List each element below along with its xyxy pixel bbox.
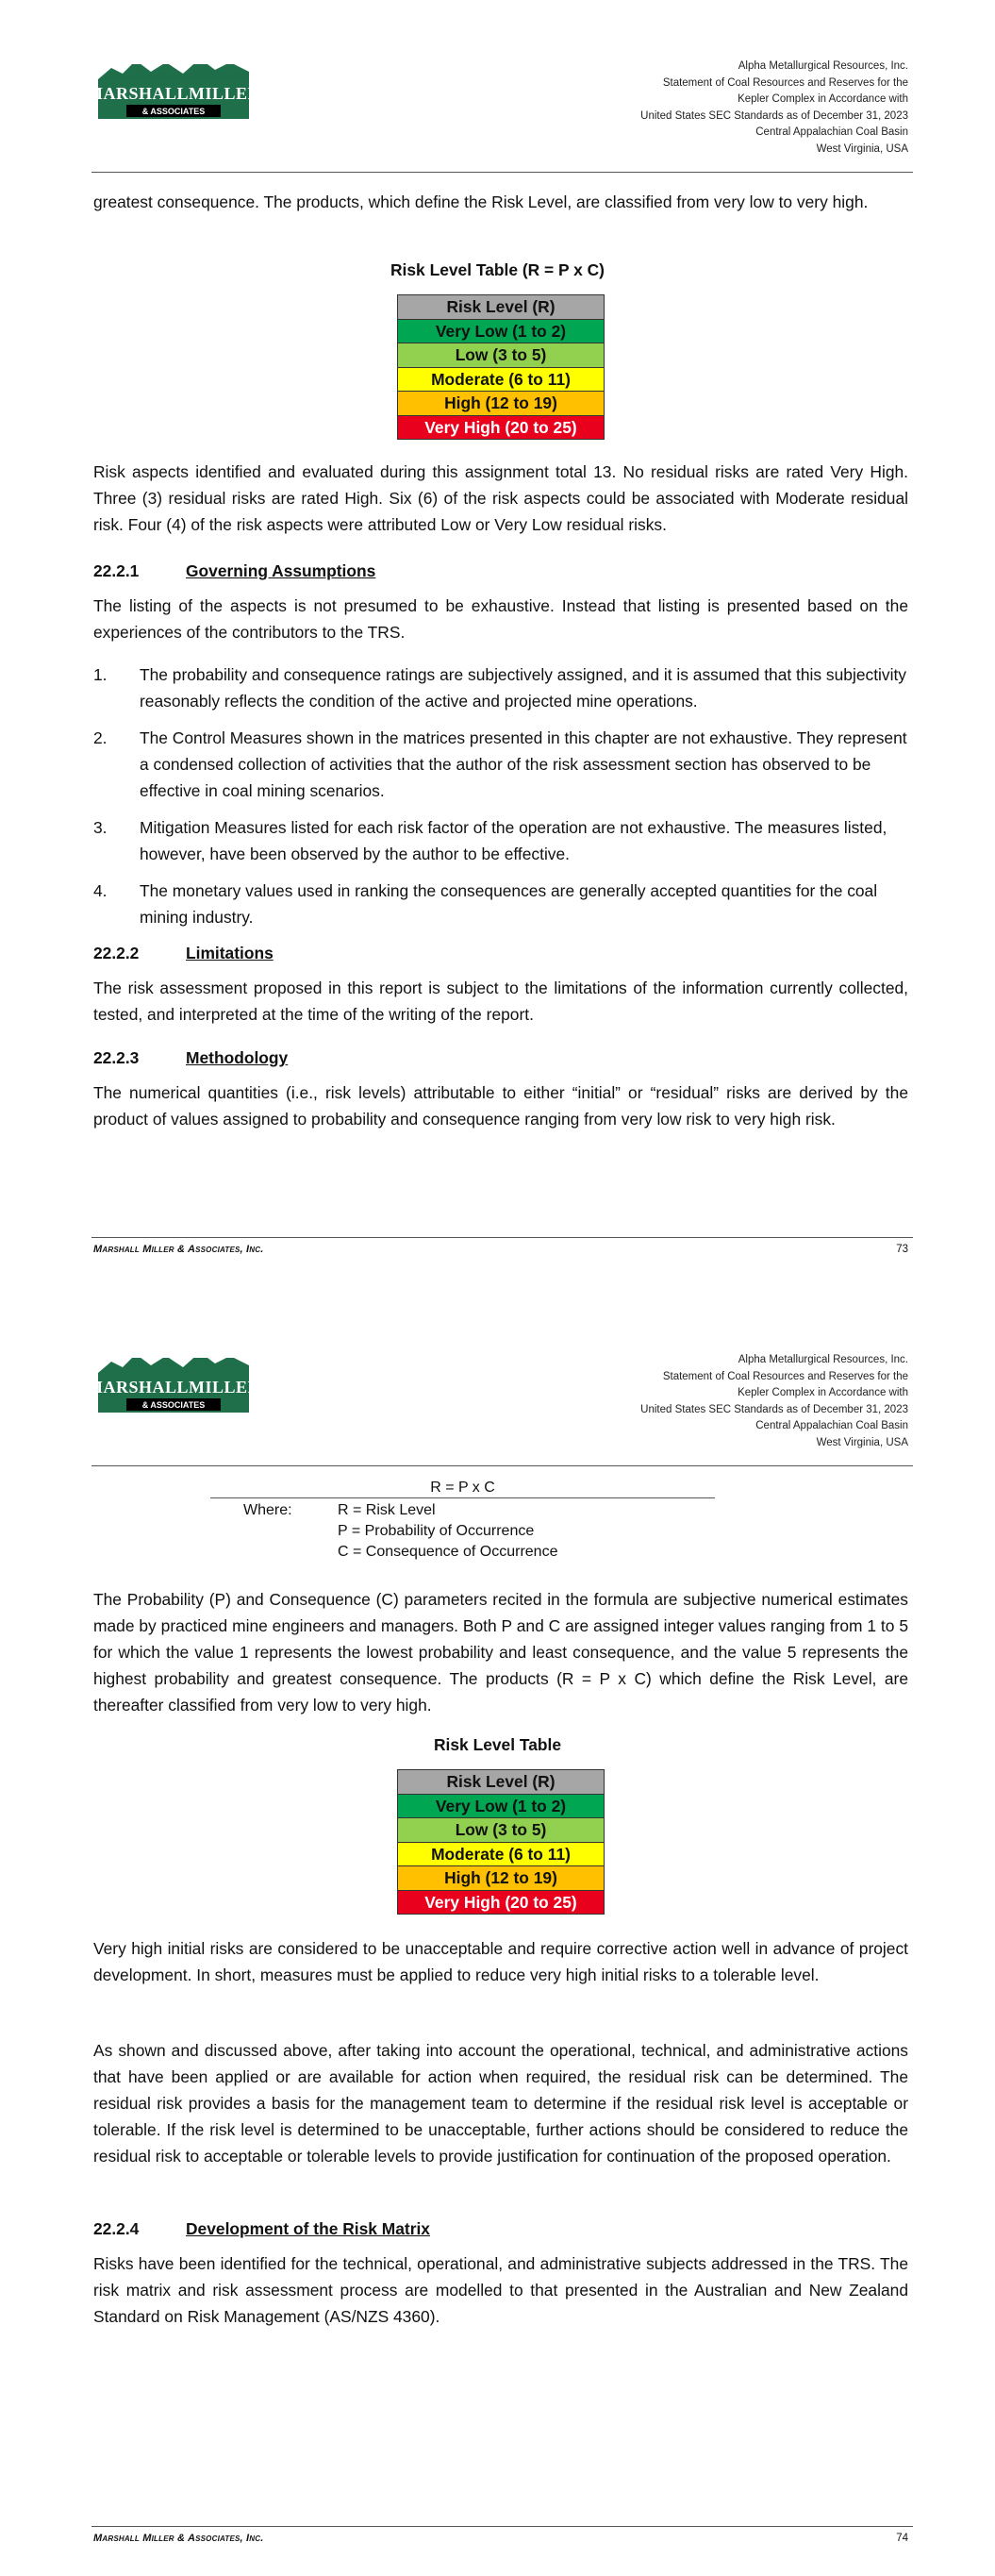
svg-text:& ASSOCIATES: & ASSOCIATES [141, 1400, 206, 1410]
risk-row-moderate: Moderate (6 to 11) [398, 367, 605, 392]
header-divider [91, 1465, 913, 1466]
header-company: Alpha Metallurgical Resources, Inc. [738, 1354, 908, 1365]
list-number: 1. [93, 665, 108, 684]
report-page-74 [0, 1288, 995, 2576]
risk-summary-paragraph: Risk aspects identified and evaluated during this assignment total 13. No residual risks are rated Very High. Three (3) residual risks are rated High. Six (6) of the risk aspects could be associated with Moderate residual risk. Four (4) of the risk aspects were attributed Low or Very Low residual risks. [93, 462, 908, 534]
definition-line: P = Probability of Occurrence [338, 1523, 535, 1539]
residual-risk-paragraph: As shown and discussed above, after taking into account the operational, technical, and administrative actions that have been applied or are available for action when required, the residual risk can be determined. The residual risk provides a basis for the management team to determine if the residual risk level is acceptable or tolerable. If the risk level is determined to be unacceptable, further actions should be considered to reduce the residual risk to acceptable or tolerable levels to provide justification for continuation of the proposed operation. [93, 2041, 908, 2166]
list-text: Mitigation Measures listed for each risk factor of the operation are not exhaustive. The measures listed, however, have been observed by the author to be effective. [140, 818, 887, 863]
formula: R = P x C [210, 1480, 715, 1498]
risk-row-low: Low (3 to 5) [398, 1818, 605, 1843]
footer-divider [91, 1237, 913, 1238]
footer-divider [91, 2526, 913, 2527]
marshall-miller-logo-icon [86, 51, 261, 123]
header-line: Kepler Complex in Accordance with [738, 1387, 908, 1398]
risk-table-title: Risk Level Table (R = P x C) [390, 260, 605, 279]
header-line: Kepler Complex in Accordance with [738, 93, 908, 105]
risk-row-high: High (12 to 19) [398, 1866, 605, 1891]
header-line: United States SEC Standards as of December 31, 2023 [640, 109, 908, 122]
list-item [93, 878, 908, 930]
risk-row-very-high: Very High (20 to 25) [398, 415, 605, 440]
svg-text:MARSHALLMILLER: MARSHALLMILLER [86, 1378, 261, 1397]
list-text: The probability and consequence ratings are subjectively assigned, and it is assumed that this subjectivity reasonably reflects the condition of the active and projected mine operations. [140, 665, 906, 711]
section-heading-22-2-4 [93, 2219, 430, 2239]
header-line: West Virginia, USA [816, 142, 908, 155]
footer-firm-name: Marshall Miller & Associates, Inc. [93, 1244, 264, 1255]
section-number: 22.2.2 [93, 944, 140, 962]
header-line: West Virginia, USA [816, 1436, 908, 1448]
risk-matrix-paragraph: Risks have been identified for the technical, operational, and administrative subjects addressed in the TRS. The risk matrix and risk assessment process are modelled to that presented in the Australian and New Zealand Standard on Risk Management (AS/NZS 4360). [93, 2254, 908, 2326]
page-number: 74 [896, 2533, 908, 2544]
svg-text:MARSHALLMILLER: MARSHALLMILLER [86, 84, 261, 103]
section-title: Methodology [186, 1048, 289, 1067]
header-line: Central Appalachian Coal Basin [755, 1420, 908, 1431]
header-company: Alpha Metallurgical Resources, Inc. [738, 60, 908, 72]
list-item [93, 725, 908, 804]
report-header [640, 1352, 908, 1451]
section-number: 22.2.3 [93, 1048, 140, 1067]
limitations-paragraph: The risk assessment proposed in this report is subject to the limitations of the information currently collected, tested, and interpreted at the time of the writing of the report. [93, 979, 908, 1024]
risk-level-table [397, 294, 605, 440]
list-number: 4. [93, 881, 108, 900]
risk-row-very-high: Very High (20 to 25) [398, 1890, 605, 1915]
definition-line: R = Risk Level [338, 1502, 436, 1518]
risk-table-header: Risk Level (R) [398, 1770, 605, 1795]
assumptions-paragraph: The listing of the aspects is not presumed to be exhaustive. Instead that listing is presented based on the experiences of the contributors to the TRS. [93, 596, 908, 642]
page-number: 73 [896, 1244, 908, 1255]
methodology-paragraph: The numerical quantities (i.e., risk levels) attributable to either “initial” or “residual” risks are derived by the product of values assigned to probability and consequence ranging from very low risk to very high risk. [93, 1083, 908, 1129]
parameters-paragraph: The Probability (P) and Consequence (C) parameters recited in the formula are subjective numerical estimates made by practiced mine engineers and managers. Both P and C are assigned integer values ranging from 1 to 5 for which the value 1 represents the lowest probability and least consequence, and the value 5 represents the highest probability and greatest consequence. The products (R = P x C) which define the Risk Level, are thereafter classified from very low to very high. [93, 1590, 908, 1715]
list-text: The monetary values used in ranking the consequences are generally accepted quantities for the coal mining industry. [140, 881, 878, 927]
list-text: The Control Measures shown in the matrices presented in this chapter are not exhaustive. They represent a condensed collection of activities that the author of the risk assessment section has observed to be effective in coal mining scenarios. [140, 728, 907, 800]
report-header [640, 59, 908, 158]
risk-table-title: Risk Level Table [434, 1735, 561, 1754]
list-item [93, 661, 908, 714]
risk-row-very-low: Very Low (1 to 2) [398, 319, 605, 343]
formula-definitions [243, 1500, 557, 1563]
header-divider [91, 172, 913, 173]
header-line: United States SEC Standards as of December 31, 2023 [640, 1403, 908, 1415]
section-title: Governing Assumptions [186, 561, 376, 580]
list-item [93, 814, 908, 867]
where-label: Where: [243, 1502, 292, 1518]
header-line: Central Appalachian Coal Basin [755, 126, 908, 138]
risk-level-table [397, 1769, 605, 1915]
section-heading-22-2-3 [93, 1048, 288, 1068]
formula-block [210, 1480, 715, 1498]
section-title: Limitations [186, 944, 274, 962]
list-number: 3. [93, 818, 108, 837]
risk-row-moderate: Moderate (6 to 11) [398, 1842, 605, 1866]
section-title: Development of the Risk Matrix [186, 2219, 430, 2238]
header-line: Statement of Coal Resources and Reserves for the [662, 76, 908, 89]
risk-table-header: Risk Level (R) [398, 295, 605, 320]
risk-row-low: Low (3 to 5) [398, 343, 605, 368]
footer-firm-name: Marshall Miller & Associates, Inc. [93, 2533, 264, 2544]
risk-row-very-low: Very Low (1 to 2) [398, 1794, 605, 1818]
section-heading-22-2-2 [93, 944, 274, 963]
list-number: 2. [93, 728, 108, 747]
header-line: Statement of Coal Resources and Reserves for the [662, 1370, 908, 1382]
intro-paragraph: greatest consequence. The products, which define the Risk Level, are classified from very low to very high. [93, 192, 869, 211]
definition-line: C = Consequence of Occurrence [338, 1544, 558, 1560]
section-number: 22.2.4 [93, 2219, 140, 2238]
initial-risk-paragraph: Very high initial risks are considered to be unacceptable and require corrective action well in advance of project development. In short, measures must be applied to reduce very high initial risks to a tolerable level. [93, 1939, 908, 1984]
svg-text:& ASSOCIATES: & ASSOCIATES [141, 107, 206, 116]
section-number: 22.2.1 [93, 561, 140, 580]
risk-row-high: High (12 to 19) [398, 392, 605, 416]
marshall-miller-logo-icon [86, 1345, 261, 1416]
section-heading-22-2-1 [93, 561, 375, 581]
